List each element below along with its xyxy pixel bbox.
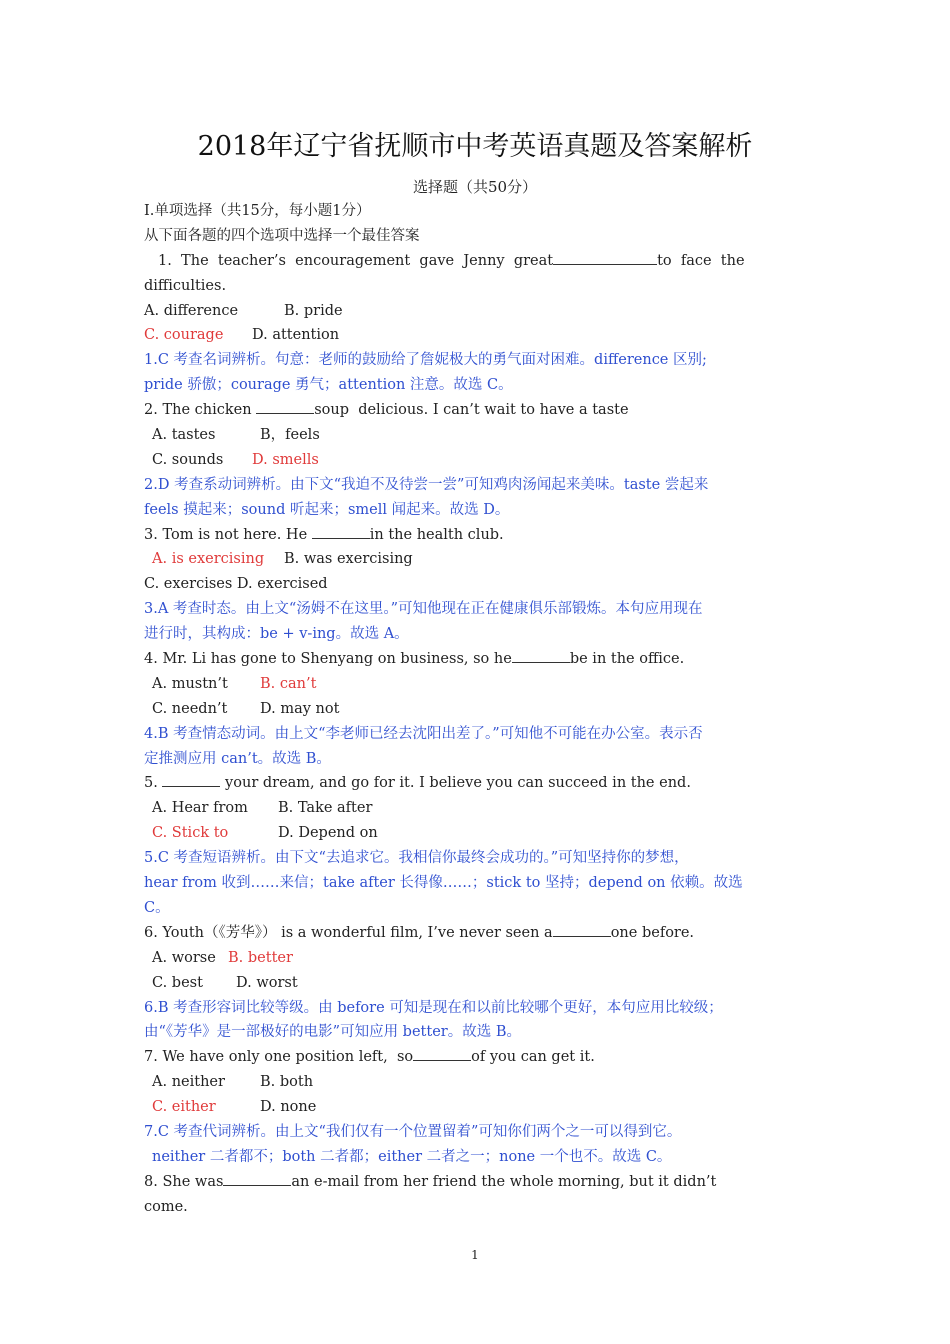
explanation-7-line-1: 7.C 考查代词辨析。由上文“我们仅有一个位置留着”可知你们两个之一可以得到它。	[144, 1123, 682, 1140]
option-d: D. worst	[236, 974, 298, 991]
question-1: 1. The teacher’s encouragement gave Jenny great to face the	[144, 249, 808, 274]
option-b: B. was exercising	[284, 551, 413, 568]
option-a: A. tastes	[152, 427, 216, 444]
explanation-2-line-2: feels 摸起来；sound 听起来；smell 闻起来。故选 D。	[144, 501, 510, 518]
answer-blank	[256, 399, 314, 414]
page-number: 1	[471, 1248, 479, 1262]
explanation-1-line-1: 1.C 考查名词辨析。句意：老师的鼓励给了詹妮极大的勇气面对困难。difference 区别;	[144, 352, 707, 369]
option-b: B. Take after	[278, 800, 373, 817]
answer-blank	[413, 1046, 471, 1061]
option-d: D. attention	[252, 327, 340, 344]
option-b: B. both	[260, 1074, 314, 1091]
question-1-cont: difficulties.	[144, 277, 227, 294]
explanation-6-line-2: 由“《芳华》是一部极好的电影”可知应用 better。故选 B。	[144, 1024, 521, 1041]
option-d: D. Depend on	[278, 825, 378, 842]
option-b-correct: B. can’t	[260, 675, 317, 692]
explanation-5-line-3: C。	[144, 899, 170, 916]
question-6-options-cd	[144, 971, 808, 996]
document-body	[144, 199, 808, 1220]
question-4-options-cd	[144, 697, 808, 722]
option-a: A. worse	[152, 949, 216, 966]
question-6: 6. Youth（《芳华》） is a wonderful film, I’ve never seen a one before.	[144, 921, 808, 946]
question-7-options-cd	[144, 1095, 808, 1120]
question-3: 3. Tom is not here. He in the health club.	[144, 523, 808, 548]
question-4: 4. Mr. Li has gone to Shenyang on business, so he be in the office.	[144, 647, 808, 672]
option-d: D. may not	[260, 700, 340, 717]
explanation-6-line-1: 6.B 考查形容词比较等级。由 before 可知是现在和以前比较哪个更好，本句应用比较级；	[144, 999, 723, 1016]
option-c: C. needn’t	[152, 700, 228, 717]
option-c-correct: C. courage	[144, 327, 224, 344]
option-a: A. Hear from	[152, 800, 248, 817]
answer-blank	[312, 524, 370, 539]
explanation-4-line-2: 定推测应用 can’t。故选 B。	[144, 750, 331, 767]
answer-blank	[162, 772, 220, 787]
question-8: 8. She was an e-mail from her friend the whole morning, but it didn’t	[144, 1170, 808, 1195]
option-c: C. best	[152, 974, 203, 991]
instruction-text: 从下面各题的四个选项中选择一个最佳答案	[144, 227, 420, 244]
question-6-options-ab	[144, 946, 808, 971]
explanation-2-line-1: 2.D 考查系动词辨析。由下文“我迫不及待尝一尝”可知鸡肉汤闻起来美味。taste 尝起来	[144, 476, 709, 493]
explanation-4-line-1: 4.B 考查情态动词。由上文“李老师已经去沈阳出差了。”可知他不可能在办公室。表示否	[144, 725, 703, 742]
explanation-7-line-2: neither 二者都不；both 二者都；either 二者之一；none 一个也不。故选 C。	[152, 1148, 672, 1165]
answer-blank	[553, 250, 657, 265]
page-title: 2018年辽宁省抚顺市中考英语真题及答案解析	[197, 131, 753, 162]
answer-blank	[553, 922, 611, 937]
answer-blank	[223, 1171, 291, 1186]
question-5-options-ab	[144, 796, 808, 821]
question-1-options-ab	[144, 299, 808, 324]
question-3-options-cd: C. exercises D. exercised	[144, 576, 328, 593]
option-a-correct: A. is exercising	[152, 551, 265, 568]
question-5: 5. your dream, and go for it. I believe you can succeed in the end.	[144, 771, 808, 796]
question-2-options-cd	[144, 448, 808, 473]
question-1-options-cd	[144, 323, 808, 348]
option-b: B，feels	[260, 427, 320, 444]
page-subtitle: 选择题（共50分）	[412, 178, 538, 196]
question-8-cont: come.	[144, 1198, 188, 1215]
option-d-correct: D. smells	[252, 451, 319, 468]
question-3-options-ab	[144, 547, 808, 572]
question-2-options-ab	[144, 423, 808, 448]
explanation-3-line-1: 3.A 考查时态。由上文“汤姆不在这里。”可知他现在正在健康俱乐部锻炼。本句应用现在	[144, 601, 703, 618]
explanation-1-line-2: pride 骄傲；courage 勇气；attention 注意。故选 C。	[144, 377, 513, 394]
explanation-5-line-1: 5.C 考查短语辨析。由下文“去追求它。我相信你最终会成功的。”可知坚持你的梦想，	[144, 850, 689, 867]
question-7-options-ab	[144, 1070, 808, 1095]
option-a: A. difference	[144, 302, 239, 319]
answer-blank	[512, 648, 570, 663]
question-2: 2. The chicken soup delicious. I can’t wait to have a taste	[144, 398, 808, 423]
question-4-options-ab	[144, 672, 808, 697]
question-7: 7. We have only one position left, so of you can get it.	[144, 1045, 808, 1070]
option-b-correct: B. better	[228, 949, 293, 966]
option-c: C. sounds	[152, 451, 224, 468]
option-a: A. neither	[152, 1074, 225, 1091]
option-b: B. pride	[284, 302, 343, 319]
option-c-correct: C. either	[152, 1099, 216, 1116]
option-c-correct: C. Stick to	[152, 825, 229, 842]
question-5-options-cd	[144, 821, 808, 846]
explanation-3-line-2: 进行时，其构成：be + v-ing。故选 A。	[144, 626, 409, 643]
section-heading: I.单项选择（共15分，每小题1分）	[144, 203, 371, 219]
option-d: D. none	[260, 1099, 317, 1116]
explanation-5-line-2: hear from 收到……来信；take after 长得像……；stick to 坚持；depend on 依赖。故选	[144, 875, 743, 892]
option-a: A. mustn’t	[152, 675, 228, 692]
